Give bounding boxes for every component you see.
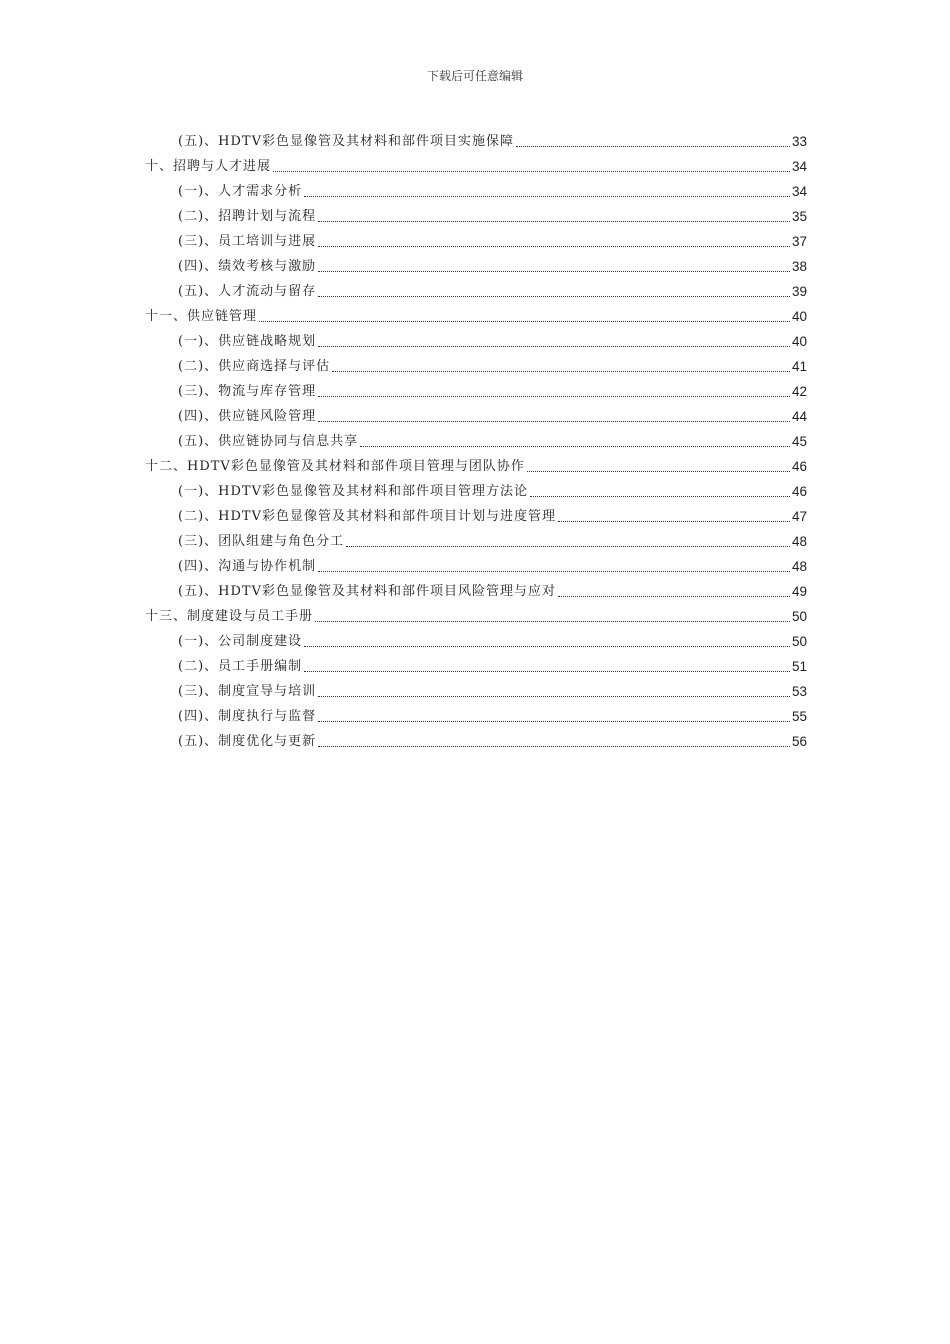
toc-dot-leader (259, 320, 790, 322)
toc-dot-leader (516, 145, 790, 147)
toc-dot-leader (332, 370, 790, 372)
toc-dot-leader (360, 445, 790, 447)
toc-page-number: 39 (791, 284, 807, 299)
toc-section-entry[interactable] (145, 726, 807, 751)
toc-dot-leader (315, 620, 790, 622)
toc-section-entry[interactable] (145, 676, 807, 701)
toc-dot-leader (346, 545, 790, 547)
toc-dot-leader (318, 395, 790, 397)
toc-page-number: 38 (791, 259, 807, 274)
toc-entry-label: (一)、公司制度建设 (178, 634, 303, 649)
toc-page-number: 47 (791, 509, 807, 524)
toc-page-number: 48 (791, 534, 807, 549)
toc-page-number: 44 (791, 409, 807, 424)
table-of-contents (145, 126, 807, 751)
toc-entry-label: (二)、员工手册编制 (178, 659, 303, 674)
toc-section-entry[interactable] (145, 526, 807, 551)
toc-section-entry[interactable] (145, 476, 807, 501)
toc-chapter-entry[interactable] (145, 301, 807, 326)
toc-page-number: 56 (791, 734, 807, 749)
toc-dot-leader (527, 470, 790, 472)
toc-page-number: 34 (791, 159, 807, 174)
toc-entry-label: (五)、供应链协同与信息共享 (178, 434, 359, 449)
toc-entry-label: (三)、物流与库存管理 (178, 384, 317, 399)
toc-dot-leader (318, 720, 790, 722)
toc-dot-leader (304, 645, 790, 647)
toc-page-number: 40 (791, 309, 807, 324)
toc-page-number: 35 (791, 209, 807, 224)
toc-dot-leader (530, 495, 790, 497)
toc-section-entry[interactable] (145, 376, 807, 401)
toc-section-entry[interactable] (145, 351, 807, 376)
toc-section-entry[interactable] (145, 251, 807, 276)
toc-page-number: 46 (791, 484, 807, 499)
toc-dot-leader (318, 295, 790, 297)
toc-section-entry[interactable] (145, 576, 807, 601)
toc-page-number: 40 (791, 334, 807, 349)
toc-dot-leader (318, 270, 790, 272)
toc-page-number: 50 (791, 609, 807, 624)
page-header: 下载后可任意编辑 (426, 69, 523, 83)
toc-section-entry[interactable] (145, 126, 807, 151)
toc-entry-label: (二)、HDTV彩色显像管及其材料和部件项目计划与进度管理 (178, 509, 556, 524)
toc-dot-leader (273, 170, 790, 172)
toc-section-entry[interactable] (145, 551, 807, 576)
toc-page-number: 49 (791, 584, 807, 599)
toc-page-number: 50 (791, 634, 807, 649)
toc-section-entry[interactable] (145, 201, 807, 226)
toc-dot-leader (558, 595, 790, 597)
toc-page-number: 42 (791, 384, 807, 399)
toc-dot-leader (304, 670, 790, 672)
toc-section-entry[interactable] (145, 651, 807, 676)
toc-entry-label: (四)、制度执行与监督 (178, 709, 317, 724)
toc-section-entry[interactable] (145, 226, 807, 251)
toc-entry-label: (一)、供应链战略规划 (178, 334, 317, 349)
toc-chapter-entry[interactable] (145, 451, 807, 476)
toc-entry-label: 十一、供应链管理 (145, 309, 258, 324)
toc-page-number: 37 (791, 234, 807, 249)
toc-dot-leader (318, 570, 790, 572)
toc-entry-label: (四)、供应链风险管理 (178, 409, 317, 424)
toc-section-entry[interactable] (145, 276, 807, 301)
toc-dot-leader (318, 245, 790, 247)
toc-chapter-entry[interactable] (145, 151, 807, 176)
toc-dot-leader (318, 220, 790, 222)
toc-entry-label: (四)、沟通与协作机制 (178, 559, 317, 574)
toc-chapter-entry[interactable] (145, 601, 807, 626)
toc-entry-label: 十三、制度建设与员工手册 (145, 609, 314, 624)
toc-page-number: 33 (791, 134, 807, 149)
toc-section-entry[interactable] (145, 401, 807, 426)
toc-entry-label: 十、招聘与人才进展 (145, 159, 272, 174)
toc-dot-leader (304, 195, 790, 197)
toc-page-number: 53 (791, 684, 807, 699)
toc-dot-leader (318, 695, 790, 697)
toc-dot-leader (318, 420, 790, 422)
toc-page-number: 46 (791, 459, 807, 474)
toc-entry-label: (三)、团队组建与角色分工 (178, 534, 345, 549)
toc-entry-label: (三)、制度宣导与培训 (178, 684, 317, 699)
toc-section-entry[interactable] (145, 176, 807, 201)
toc-entry-label: (一)、HDTV彩色显像管及其材料和部件项目管理方法论 (178, 484, 528, 499)
toc-section-entry[interactable] (145, 426, 807, 451)
toc-section-entry[interactable] (145, 626, 807, 651)
toc-page-number: 34 (791, 184, 807, 199)
toc-page-number: 51 (791, 659, 807, 674)
toc-entry-label: 十二、HDTV彩色显像管及其材料和部件项目管理与团队协作 (145, 459, 525, 474)
toc-entry-label: (五)、HDTV彩色显像管及其材料和部件项目风险管理与应对 (178, 584, 556, 599)
toc-entry-label: (二)、招聘计划与流程 (178, 209, 317, 224)
toc-page-number: 55 (791, 709, 807, 724)
toc-page-number: 45 (791, 434, 807, 449)
toc-dot-leader (558, 520, 790, 522)
toc-section-entry[interactable] (145, 326, 807, 351)
toc-section-entry[interactable] (145, 701, 807, 726)
toc-entry-label: (五)、人才流动与留存 (178, 284, 317, 299)
toc-page-number: 41 (791, 359, 807, 374)
toc-entry-label: (一)、人才需求分析 (178, 184, 303, 199)
toc-page-number: 48 (791, 559, 807, 574)
toc-dot-leader (318, 345, 790, 347)
toc-entry-label: (五)、制度优化与更新 (178, 734, 317, 749)
toc-entry-label: (四)、绩效考核与激励 (178, 259, 317, 274)
toc-entry-label: (二)、供应商选择与评估 (178, 359, 331, 374)
toc-dot-leader (318, 745, 790, 747)
toc-entry-label: (五)、HDTV彩色显像管及其材料和部件项目实施保障 (178, 134, 514, 149)
toc-section-entry[interactable] (145, 501, 807, 526)
toc-entry-label: (三)、员工培训与进展 (178, 234, 317, 249)
